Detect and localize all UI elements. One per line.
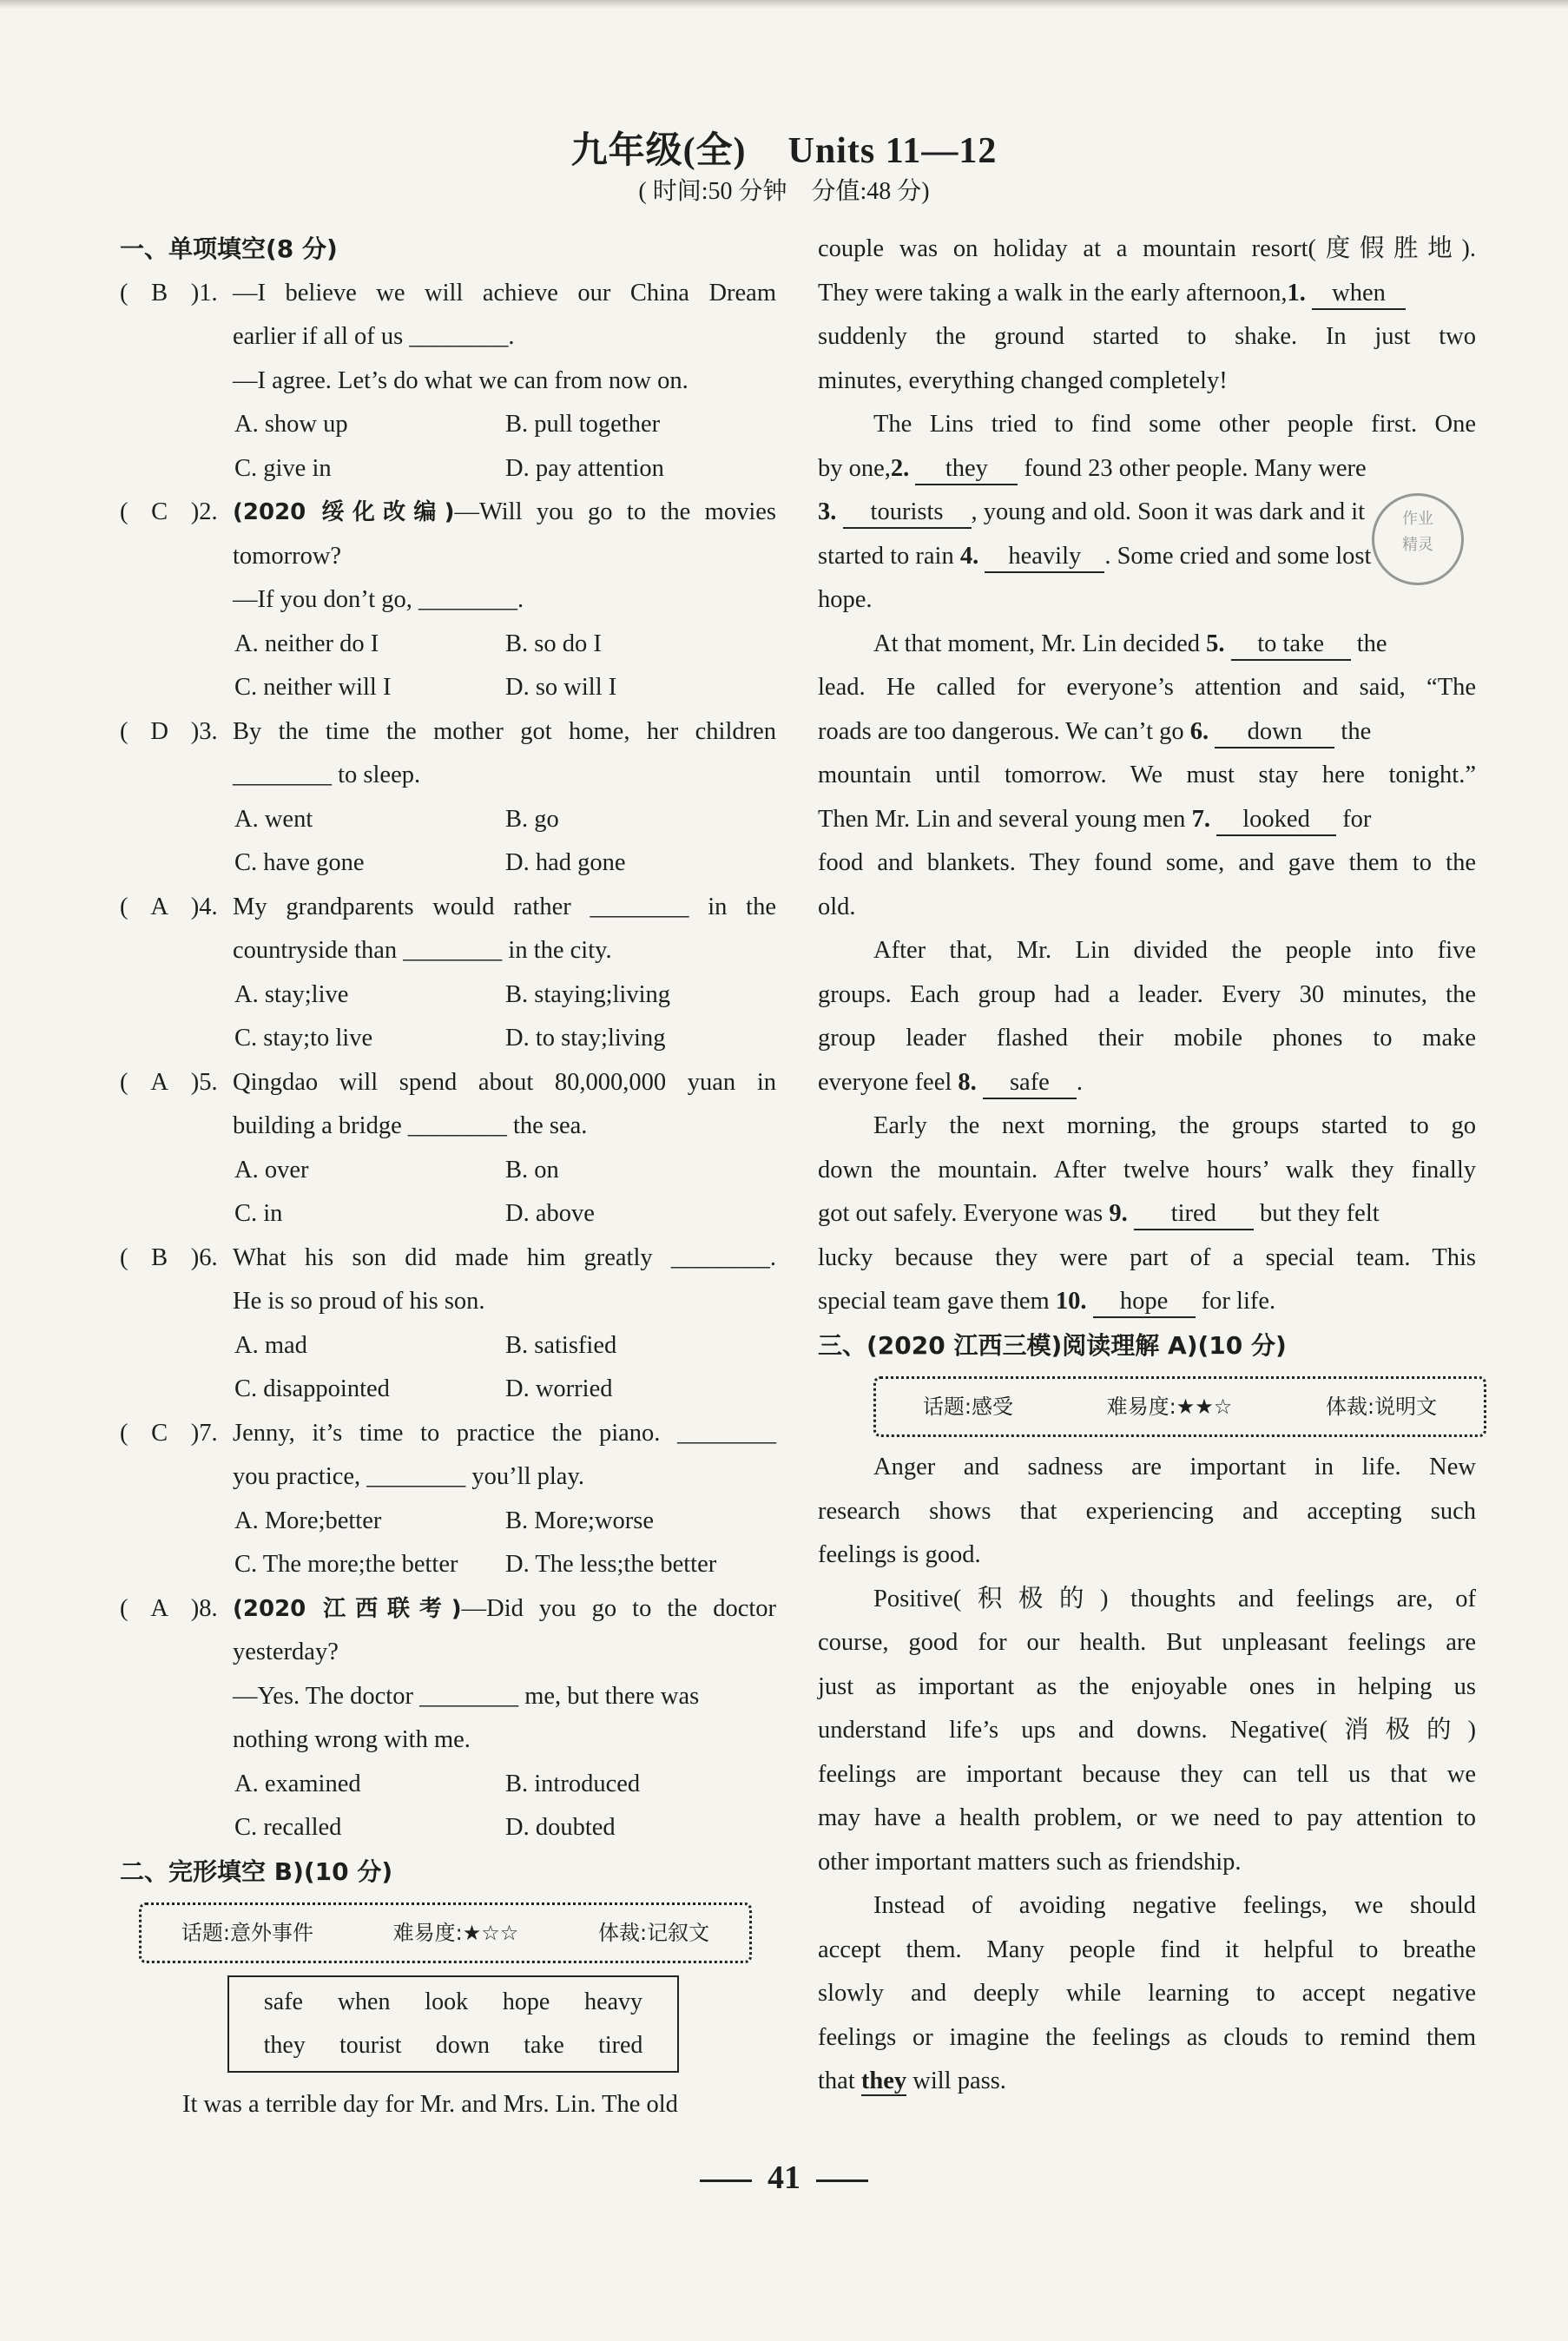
section2-title: 二、完形填空 B)(10 分) bbox=[120, 1856, 393, 1886]
passage-line: mountain until tomorrow. We must stay here tonight.” bbox=[818, 762, 1476, 788]
word: tired bbox=[598, 2032, 643, 2059]
question-text: earlier if all of us ________. bbox=[233, 323, 515, 350]
text: Then Mr. Lin and several young men bbox=[818, 805, 1186, 833]
options-row bbox=[120, 1368, 776, 1412]
option: A. show up bbox=[234, 411, 348, 438]
option: C. The more;the better bbox=[234, 1551, 458, 1578]
option: B. More;worse bbox=[505, 1507, 654, 1534]
options-row bbox=[120, 1806, 776, 1850]
answer-4: A bbox=[150, 893, 168, 920]
text: found 23 other people. Many were bbox=[1024, 454, 1367, 482]
answer-6: B bbox=[151, 1243, 168, 1271]
word-box-row bbox=[229, 1981, 677, 2024]
passage-line: After that, Mr. Lin divided the people into five bbox=[873, 937, 1476, 964]
option: C. stay;to live bbox=[234, 1025, 373, 1052]
answer-5: A bbox=[150, 1068, 168, 1096]
section2-info-badge bbox=[139, 1902, 752, 1963]
question-8: ( A )8. (2020 江西联考)—Did you go to the doctor bbox=[120, 1587, 776, 1632]
reading-line: feelings is good. bbox=[818, 1541, 981, 1568]
reading-line: feelings or imagine the feelings as clouds to remind them bbox=[818, 2023, 1476, 2051]
text: for bbox=[1342, 805, 1372, 833]
option: C. in bbox=[234, 1200, 283, 1227]
reading-line: understand life’s ups and downs. Negative(消极的) bbox=[818, 1717, 1476, 1744]
passage-intro: It was a terrible day for Mr. and Mrs. Lin. The old bbox=[182, 2091, 678, 2118]
question-number: 5. bbox=[199, 1068, 218, 1096]
reading-line: other important matters such as friendship. bbox=[818, 1848, 1242, 1876]
blank-number: 9. bbox=[1109, 1200, 1128, 1227]
question-text: yesterday? bbox=[233, 1639, 339, 1665]
blank-number: 10. bbox=[1055, 1288, 1087, 1315]
text: the bbox=[1356, 630, 1387, 657]
question-text: tomorrow? bbox=[233, 542, 342, 570]
passage-line: lead. He called for everyone’s attention and said, “The bbox=[818, 674, 1476, 701]
passage-line bbox=[818, 623, 1476, 667]
answer-1: B bbox=[151, 279, 168, 307]
options-row bbox=[120, 447, 776, 491]
options-row bbox=[120, 1763, 776, 1807]
option: A. stay;live bbox=[234, 980, 349, 1008]
option: D. pay attention bbox=[505, 454, 664, 482]
passage-line: couple was on holiday at a mountain resort(度假胜地). bbox=[818, 235, 1476, 262]
option: D. so will I bbox=[505, 674, 617, 701]
option: B. satisfied bbox=[505, 1331, 617, 1359]
blank-answer-4: heavily bbox=[985, 542, 1104, 573]
section1-title: 一、单项填空(8 分) bbox=[120, 234, 338, 263]
blank-answer-9: tired bbox=[1134, 1199, 1254, 1230]
badge-topic: 话题:意外事件 bbox=[181, 1920, 313, 1945]
option: B. on bbox=[505, 1156, 559, 1184]
word: take bbox=[524, 2032, 564, 2059]
question-text: you practice, ________ you’ll play. bbox=[233, 1463, 584, 1490]
stamp-text: 精灵 bbox=[1402, 536, 1433, 554]
passage-line: hope. bbox=[818, 586, 873, 613]
blank-answer-6: down bbox=[1215, 717, 1334, 748]
answer-8: A bbox=[150, 1594, 168, 1622]
word: heavy bbox=[584, 1988, 643, 2015]
reading-line: Anger and sadness are important in life. New bbox=[873, 1454, 1476, 1480]
options-row bbox=[120, 1149, 776, 1193]
word: look bbox=[425, 1988, 469, 2015]
option: A. over bbox=[234, 1156, 309, 1184]
text: but they felt bbox=[1259, 1200, 1380, 1227]
question-number: 8. bbox=[199, 1594, 218, 1622]
page-number bbox=[0, 2159, 1568, 2197]
passage-line: The Lins tried to find some other people first. One bbox=[873, 411, 1476, 438]
word: safe bbox=[263, 1988, 303, 2015]
question-7: ( C )7. Jenny, it’s time to practice the piano. ________ bbox=[120, 1412, 776, 1456]
option: B. so do I bbox=[505, 630, 602, 657]
reading-line: Instead of avoiding negative feelings, we should bbox=[873, 1892, 1476, 1919]
option: A. neither do I bbox=[234, 630, 379, 657]
blank-number: 1. bbox=[1287, 279, 1306, 307]
stamp-text: 作业 bbox=[1402, 510, 1433, 528]
question-number: 1. bbox=[199, 279, 218, 307]
passage-line: Early the next morning, the groups started to go bbox=[873, 1112, 1476, 1139]
blank-number: 5. bbox=[1206, 630, 1225, 657]
question-2: ( C )2. (2020 绥化改编)—Will you go to the movies bbox=[120, 491, 776, 535]
question-text: What his son did made him greatly ________. bbox=[233, 1243, 776, 1271]
blank-answer-8: safe bbox=[983, 1068, 1077, 1099]
options-row bbox=[120, 1324, 776, 1368]
question-source: (2020 绥化改编) bbox=[233, 499, 455, 525]
text: by one, bbox=[818, 454, 891, 482]
word-box-row bbox=[229, 2024, 677, 2067]
word: hope bbox=[502, 1988, 550, 2015]
option: D. above bbox=[505, 1200, 595, 1227]
options-row bbox=[120, 666, 776, 710]
passage-line bbox=[818, 272, 1476, 316]
text: roads are too dangerous. We can’t go bbox=[818, 717, 1184, 745]
text: They were taking a walk in the early afternoon, bbox=[818, 279, 1288, 307]
option: A. examined bbox=[234, 1770, 361, 1797]
blank-answer-2: they bbox=[915, 454, 1018, 485]
passage-line: group leader flashed their mobile phones to make bbox=[818, 1025, 1476, 1052]
page-subtitle: ( 时间:50 分钟 分值:48 分) bbox=[638, 178, 930, 205]
passage-line bbox=[818, 447, 1476, 491]
question-4: ( A )4. My grandparents would rather ________ in the bbox=[120, 886, 776, 930]
passage-line: groups. Each group had a leader. Every 30 minutes, the bbox=[818, 980, 1476, 1008]
question-text: —I agree. Let’s do what we can from now on. bbox=[233, 366, 688, 394]
blank-answer-7: looked bbox=[1216, 805, 1336, 836]
title-units: Units 11—12 bbox=[787, 131, 998, 171]
text: got out safely. Everyone was bbox=[818, 1200, 1104, 1227]
question-text: He is so proud of his son. bbox=[233, 1288, 485, 1315]
reading-line: slowly and deeply while learning to accept negative bbox=[818, 1980, 1476, 2007]
reading-line: just as important as the enjoyable ones in helping us bbox=[818, 1672, 1476, 1700]
question-number: 2. bbox=[199, 498, 218, 525]
option: A. More;better bbox=[234, 1507, 382, 1534]
question-text: ________ to sleep. bbox=[233, 762, 421, 788]
reading-line: course, good for our health. But unpleasant feelings are bbox=[818, 1629, 1476, 1656]
reading-line: research shows that experiencing and accepting such bbox=[818, 1497, 1476, 1525]
word-box bbox=[227, 1975, 679, 2073]
blank-number: 8. bbox=[958, 1068, 977, 1096]
reading-line: accept them. Many people find it helpful to breathe bbox=[818, 1935, 1476, 1963]
page-number-value: 41 bbox=[768, 2160, 800, 2196]
option: C. disappointed bbox=[234, 1375, 390, 1402]
option: D. doubted bbox=[505, 1814, 616, 1841]
passage-line: suddenly the ground started to shake. In just two bbox=[818, 323, 1476, 350]
blank-answer-1: when bbox=[1312, 279, 1406, 310]
option: C. give in bbox=[234, 454, 332, 482]
option: C. recalled bbox=[234, 1814, 342, 1841]
question-number: 6. bbox=[199, 1243, 218, 1271]
options-row bbox=[120, 1017, 776, 1061]
passage-line bbox=[818, 1280, 1476, 1324]
options-row bbox=[120, 1500, 776, 1544]
question-text: countryside than ________ in the city. bbox=[233, 937, 612, 964]
text: , young and old. Soon it was dark and it bbox=[971, 498, 1366, 525]
question-text: —Will you go to the movies bbox=[454, 498, 777, 525]
page-top-edge bbox=[0, 0, 1568, 9]
passage-line: food and blankets. They found some, and gave them to the bbox=[818, 849, 1476, 876]
question-text: Jenny, it’s time to practice the piano. ________ bbox=[233, 1419, 776, 1447]
title-cn: 九年级(全) bbox=[570, 131, 747, 171]
watermark-stamp bbox=[1372, 493, 1464, 585]
option: A. mad bbox=[234, 1331, 307, 1359]
question-text: By the time the mother got home, her children bbox=[233, 717, 776, 745]
question-5: ( A )5. Qingdao will spend about 80,000,000 yuan in bbox=[120, 1061, 776, 1105]
section3-info-badge bbox=[873, 1376, 1486, 1437]
options-row bbox=[120, 841, 776, 886]
options-row bbox=[120, 623, 776, 667]
reading-line bbox=[818, 2060, 1476, 2104]
text: started to rain bbox=[818, 542, 954, 570]
question-6: ( B )6. What his son did made him greatly ________. bbox=[120, 1236, 776, 1281]
passage-line bbox=[818, 798, 1476, 842]
passage-line bbox=[818, 1061, 1476, 1105]
option: D. worried bbox=[505, 1375, 613, 1402]
badge-genre: 体裁:说明文 bbox=[1326, 1394, 1438, 1419]
underlined-word: they bbox=[860, 2067, 907, 2094]
left-column bbox=[120, 228, 776, 2127]
text: special team gave them bbox=[818, 1288, 1050, 1315]
dash bbox=[700, 2179, 752, 2182]
option: C. neither will I bbox=[234, 674, 392, 701]
question-text: My grandparents would rather ________ in the bbox=[233, 893, 776, 920]
text: will pass. bbox=[912, 2067, 1006, 2094]
passage-line: old. bbox=[818, 893, 856, 920]
answer-2: C bbox=[151, 498, 168, 525]
option: B. go bbox=[505, 805, 559, 833]
word: tourist bbox=[339, 2032, 402, 2059]
reading-line: may have a health problem, or we need to pay attention to bbox=[818, 1804, 1476, 1831]
passage-line: lucky because they were part of a special team. This bbox=[818, 1243, 1476, 1271]
option: B. pull together bbox=[505, 411, 661, 438]
passage-line: minutes, everything changed completely! bbox=[818, 366, 1228, 394]
question-3: ( D )3. By the time the mother got home, her children bbox=[120, 710, 776, 755]
passage-line: down the mountain. After twelve hours’ walk they finally bbox=[818, 1156, 1476, 1184]
word: down bbox=[435, 2032, 491, 2059]
question-text: nothing wrong with me. bbox=[233, 1726, 471, 1753]
blank-number: 6. bbox=[1189, 717, 1209, 745]
option: B. staying;living bbox=[505, 980, 671, 1008]
badge-difficulty: 难易度:★★☆ bbox=[1106, 1394, 1233, 1419]
question-text: —Did you go to the doctor bbox=[461, 1594, 777, 1622]
dash bbox=[816, 2179, 868, 2182]
blank-answer-5: to take bbox=[1231, 630, 1351, 661]
question-number: 4. bbox=[199, 893, 218, 920]
question-text: —Yes. The doctor ________ me, but there was bbox=[233, 1682, 700, 1710]
option: D. The less;the better bbox=[505, 1551, 717, 1578]
options-row bbox=[120, 1543, 776, 1587]
passage-line bbox=[818, 710, 1476, 755]
text: . bbox=[1076, 1068, 1084, 1096]
blank-answer-3: tourists bbox=[843, 498, 972, 529]
question-1: ( B )1. —I believe we will achieve our China Dream bbox=[120, 272, 776, 316]
text: everyone feel bbox=[818, 1068, 952, 1096]
option: A. went bbox=[234, 805, 313, 833]
word: they bbox=[263, 2032, 306, 2059]
question-number: 7. bbox=[199, 1419, 218, 1447]
question-source: (2020 江西联考) bbox=[233, 1595, 462, 1622]
blank-answer-10: hope bbox=[1093, 1287, 1196, 1318]
blank-number: 3. bbox=[818, 498, 837, 525]
option: D. to stay;living bbox=[505, 1025, 666, 1052]
text: for life. bbox=[1201, 1288, 1276, 1315]
options-row bbox=[120, 798, 776, 842]
page-title bbox=[0, 122, 1568, 174]
blank-number: 7. bbox=[1191, 805, 1210, 833]
text: At that moment, Mr. Lin decided bbox=[873, 630, 1200, 657]
blank-number: 2. bbox=[890, 454, 910, 482]
text: . Some cried and some lost bbox=[1104, 542, 1372, 570]
badge-genre: 体裁:记叙文 bbox=[598, 1920, 710, 1945]
question-text: building a bridge ________ the sea. bbox=[233, 1112, 588, 1139]
passage-line bbox=[818, 1192, 1476, 1236]
badge-topic: 话题:感受 bbox=[922, 1394, 1013, 1419]
answer-3: D bbox=[150, 717, 168, 745]
badge-difficulty: 难易度:★☆☆ bbox=[392, 1920, 519, 1945]
question-text: —I believe we will achieve our China Dream bbox=[233, 279, 776, 307]
text: that bbox=[818, 2067, 855, 2094]
text: the bbox=[1341, 717, 1372, 745]
reading-line: Positive(积极的) thoughts and feelings are, of bbox=[873, 1585, 1476, 1612]
options-row bbox=[120, 403, 776, 447]
reading-line: feelings are important because they can tell us that we bbox=[818, 1760, 1476, 1788]
options-row bbox=[120, 1192, 776, 1236]
word: when bbox=[337, 1988, 391, 2015]
option: C. have gone bbox=[234, 849, 365, 876]
section3-title: 三、(2020 江西三模)阅读理解 A)(10 分) bbox=[818, 1330, 1287, 1360]
option: B. introduced bbox=[505, 1770, 641, 1797]
question-number: 3. bbox=[199, 717, 218, 745]
options-row bbox=[120, 973, 776, 1018]
question-text: —If you don’t go, ________. bbox=[233, 586, 524, 613]
option: D. had gone bbox=[505, 849, 626, 876]
question-text: Qingdao will spend about 80,000,000 yuan in bbox=[233, 1068, 776, 1096]
answer-7: C bbox=[151, 1419, 168, 1447]
blank-number: 4. bbox=[959, 542, 979, 570]
